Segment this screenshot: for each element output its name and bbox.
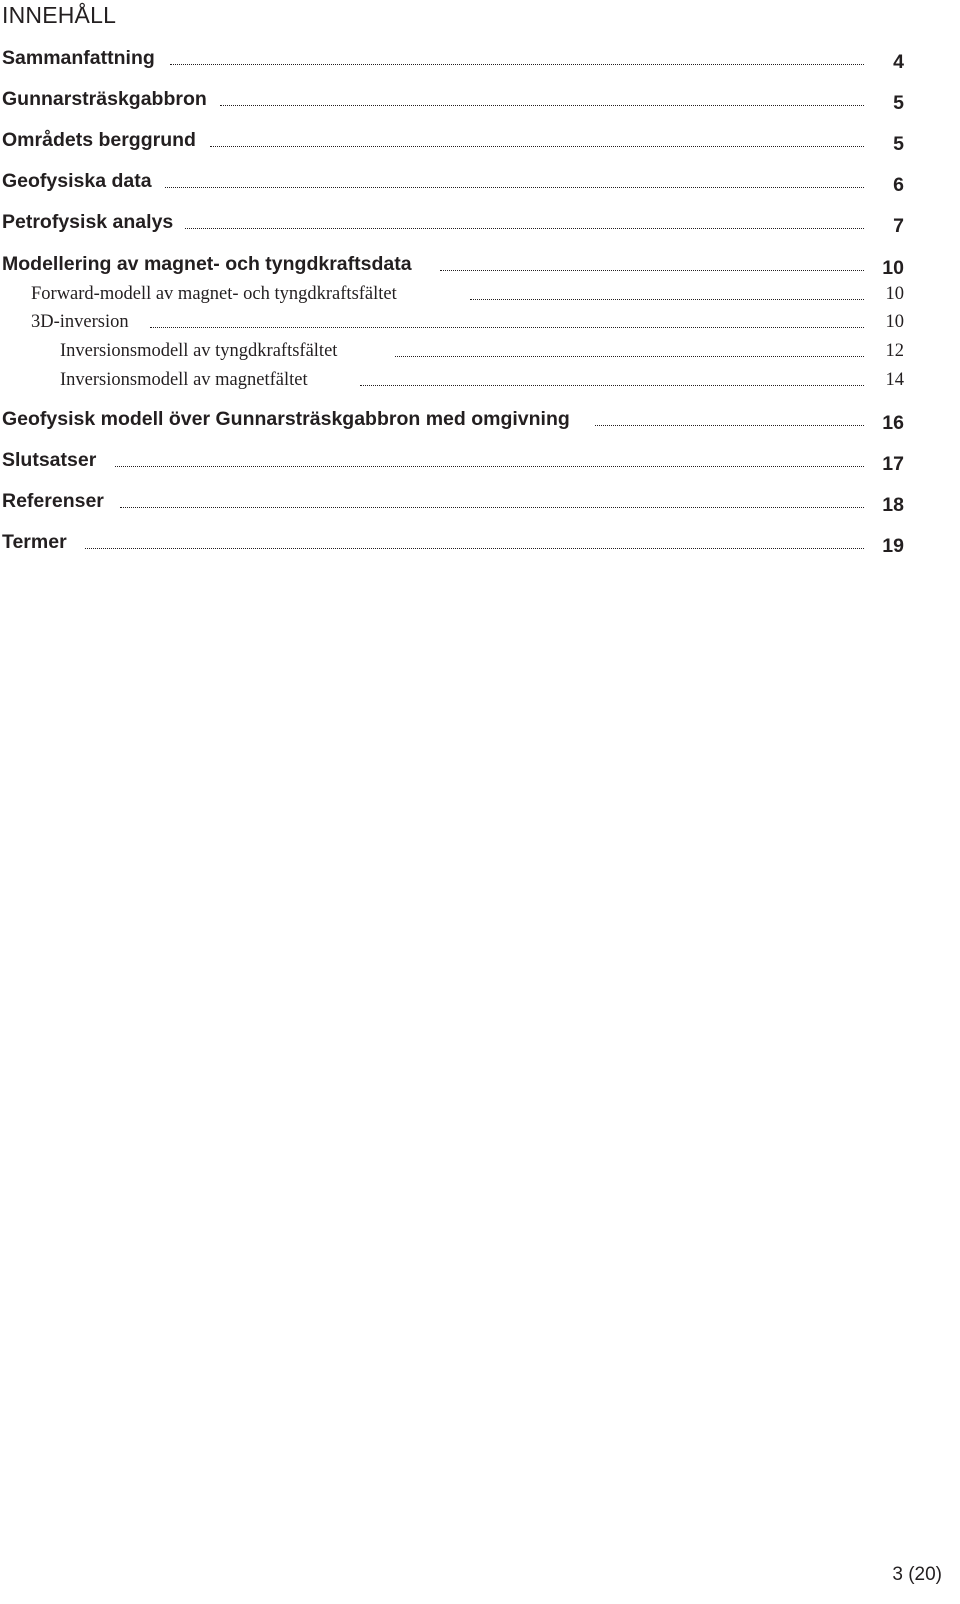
toc-entry-sammanfattning[interactable] bbox=[0, 44, 960, 74]
toc-entry-modellering[interactable] bbox=[0, 250, 960, 280]
toc-entry-gunnarstraskgabbron[interactable] bbox=[0, 85, 960, 115]
toc-entry-label: Petrofysisk analys bbox=[2, 211, 183, 234]
toc-entry-label: Forward-modell av magnet- och tyngdkraftsfältet bbox=[31, 284, 407, 305]
toc-dot-leader bbox=[360, 385, 864, 386]
toc-entry-page: 12 bbox=[885, 341, 904, 361]
page-title: INNEHÅLL bbox=[2, 2, 117, 28]
toc-entry-geofysisk-modell[interactable] bbox=[0, 405, 960, 435]
toc-entry-label: Termer bbox=[2, 531, 77, 554]
toc-entry-label: Modellering av magnet- och tyngdkraftsdata bbox=[2, 253, 422, 276]
toc-entry-page: 4 bbox=[893, 51, 904, 73]
toc-entry-page: 17 bbox=[882, 453, 904, 475]
toc-dot-leader bbox=[220, 105, 864, 106]
toc-entry-label: Geofysiska data bbox=[2, 170, 162, 193]
toc-dot-leader bbox=[470, 299, 864, 300]
toc-entry-page: 19 bbox=[882, 535, 904, 557]
toc-entry-3d-inversion[interactable] bbox=[0, 307, 960, 337]
toc-entry-page: 6 bbox=[893, 174, 904, 196]
toc-entry-termer[interactable] bbox=[0, 528, 960, 558]
toc-entry-label: Geofysisk modell över Gunnarsträskgabbron med omgivning bbox=[2, 408, 580, 431]
toc-dot-leader bbox=[595, 425, 864, 426]
toc-entry-label: 3D-inversion bbox=[31, 312, 139, 333]
toc-dot-leader bbox=[210, 146, 864, 147]
toc-entry-label: Gunnarsträskgabbron bbox=[2, 88, 217, 111]
toc-entry-page: 14 bbox=[885, 370, 904, 390]
toc-dot-leader bbox=[165, 187, 864, 188]
toc-entry-petrofysisk-analys[interactable] bbox=[0, 208, 960, 238]
toc-dot-leader bbox=[150, 327, 864, 328]
toc-entry-omradets-berggrund[interactable] bbox=[0, 126, 960, 156]
toc-entry-geofysiska-data[interactable] bbox=[0, 167, 960, 197]
toc-entry-label: Slutsatser bbox=[2, 449, 106, 472]
toc-entry-page: 10 bbox=[882, 257, 904, 279]
toc-dot-leader bbox=[170, 64, 864, 65]
toc-dot-leader bbox=[395, 356, 864, 357]
toc-entry-referenser[interactable] bbox=[0, 487, 960, 517]
page-number: 3 (20) bbox=[892, 1564, 942, 1585]
toc-entry-page: 18 bbox=[882, 494, 904, 516]
toc-entry-page: 5 bbox=[893, 92, 904, 114]
toc-entry-label: Områdets berggrund bbox=[2, 129, 206, 152]
toc-entry-label: Inversionsmodell av tyngdkraftsfältet bbox=[60, 341, 347, 362]
toc-entry-label: Inversionsmodell av magnetfältet bbox=[60, 370, 318, 391]
toc-entry-page: 7 bbox=[893, 215, 904, 237]
toc-entry-page: 5 bbox=[893, 133, 904, 155]
toc-entry-forward-modell[interactable] bbox=[0, 279, 960, 309]
toc-entry-slutsatser[interactable] bbox=[0, 446, 960, 476]
toc-entry-page: 10 bbox=[885, 284, 904, 304]
toc-entry-page: 16 bbox=[882, 412, 904, 434]
toc-dot-leader bbox=[120, 507, 864, 508]
toc-entry-label: Sammanfattning bbox=[2, 47, 165, 70]
toc-entry-label: Referenser bbox=[2, 490, 114, 513]
toc-dot-leader bbox=[185, 228, 864, 229]
toc-entry-inversion-tyngdkraft[interactable] bbox=[0, 336, 960, 366]
toc-dot-leader bbox=[115, 466, 864, 467]
toc-dot-leader bbox=[440, 270, 864, 271]
toc-entry-page: 10 bbox=[885, 312, 904, 332]
toc-entry-inversion-magnet[interactable] bbox=[0, 365, 960, 395]
toc-dot-leader bbox=[85, 548, 864, 549]
